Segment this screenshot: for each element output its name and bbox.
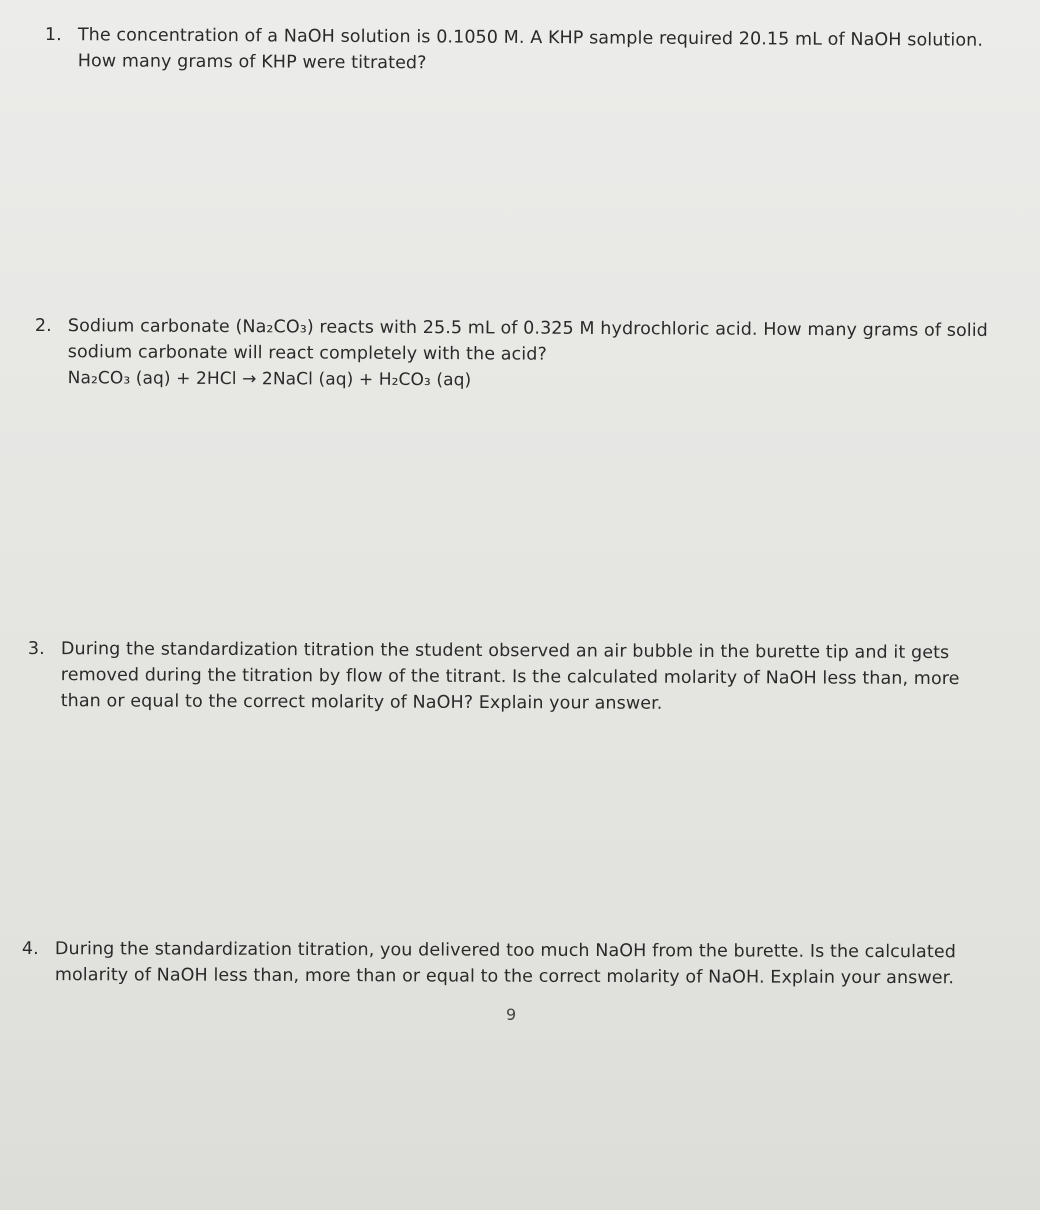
- question-line: than or equal to the correct molarity of NaOH? Explain your answer.: [60, 691, 663, 714]
- question-line: During the standardization titration the student observed an air bubble in the burette tip and it gets: [60, 639, 950, 664]
- question-text: [78, 22, 983, 80]
- chemical-equation: Na₂CO₃ (aq) + 2HCl → 2NaCl (aq) + H₂CO₃ (aq): [67, 368, 472, 391]
- question-number: 3.: [27, 639, 45, 660]
- page-number: 9: [506, 1005, 517, 1024]
- question-text: [68, 313, 988, 396]
- question-number: 2.: [34, 315, 52, 337]
- question-line: removed during the titration by flow of the titrant. Is the calculated molarity of NaOH less than, more: [60, 665, 960, 690]
- question-number: 4.: [21, 939, 39, 960]
- question-line: How many grams of KHP were titrated?: [77, 51, 427, 74]
- question-line: Sodium carbonate (Na₂CO₃) reacts with 25.5 mL of 0.325 M hydrochloric acid. How many grams of solid: [67, 316, 988, 341]
- question-line: molarity of NaOH less than, more than or equal to the correct molarity of NaOH. Explain your answer.: [54, 965, 955, 989]
- question-text: [55, 936, 956, 991]
- question-line: During the standardization titration, you delivered too much NaOH from the burette. Is the calculated: [54, 939, 956, 963]
- question-number: 1.: [44, 24, 62, 46]
- question-line: sodium carbonate will react completely with the acid?: [67, 342, 547, 365]
- question-text: [61, 636, 960, 718]
- question-line: The concentration of a NaOH solution is 0.1050 M. A KHP sample required 20.15 mL of NaOH solution.: [77, 25, 984, 51]
